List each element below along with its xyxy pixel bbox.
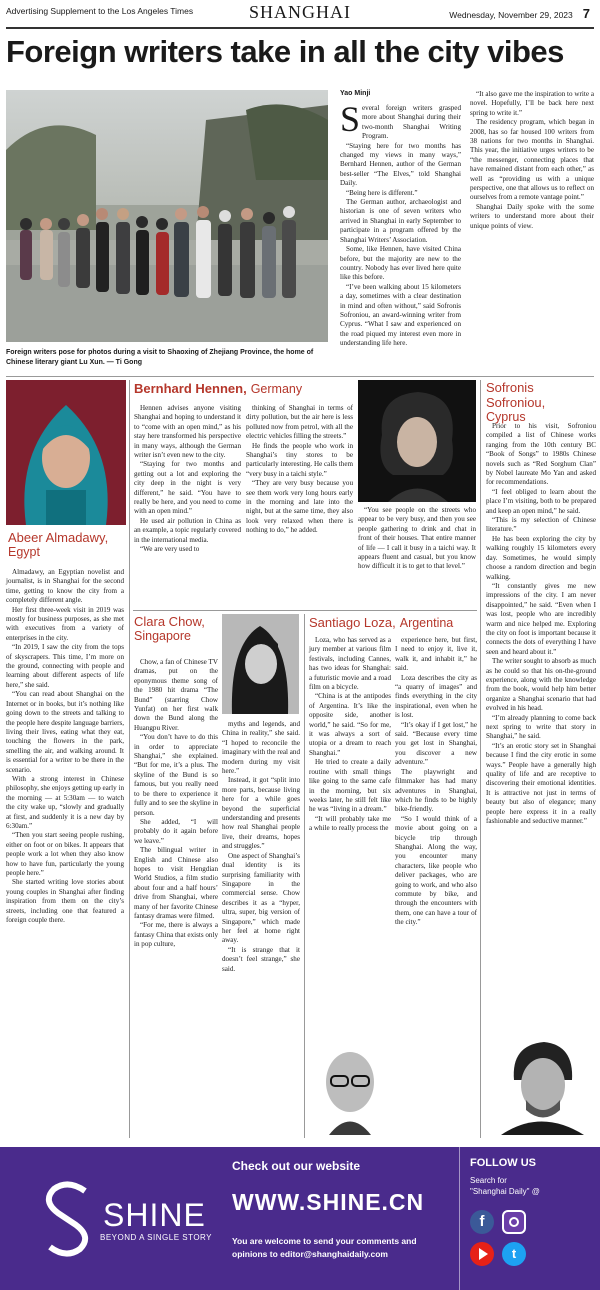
bernhard-column-3 [358,506,476,572]
writer-country: Argentina [399,616,454,630]
writer-name: Abeer Almadawy, [8,530,109,545]
article-paragraph: He finds the people who work in Shanghai’s tiny stores to be particularly interesting. He calls them “very busy in a taichi style.” [246,441,353,478]
supplement-label: Advertising Supplement to the Los Angeles Times [6,6,194,16]
writer-name: Sofronis Sofroniou, [486,380,546,410]
portrait-clara [222,614,299,714]
send-line-1: You are welcome to send your comments and [232,1236,417,1246]
article-paragraph: “For me, there is always a fantasy China that exists only in pop culture, [134,921,218,949]
article-paragraph: “In 2019, I saw the city from the tops of skyscrapers. This time, I’m more on the ground, connecting with people and learning about different aspects of life here,” she said. [6,643,124,689]
column-rule [129,380,130,1138]
headline: Foreign writers take in all the city vibes [6,34,564,69]
article-paragraph: Instead, it got “split into more parts, because living here for a while goes beyond the superficial understanding and presents how real Shanghai people live, their dreams, hopes and struggles.” [222,776,300,851]
sofronis-article [486,422,596,826]
article-paragraph: “Then you start seeing people rushing, either on foot or on bikes. It appears that people work a lot when they also know how to have fun, particularly the young people here.” [6,831,124,877]
column-rule [480,380,481,1138]
article-paragraph: Chow, a fan of Chinese TV dramas, put on the eponymous theme song of the 1980 hit drama “The Bund” (starring Chow Yunfat) on her first walk down the Bund along the Huangpu River. [134,658,218,732]
article-paragraph: myths and legends, and China in reality,” she said. “I hoped to reconcile the imaginary with the real and modern during my visit here.” [222,720,301,776]
group-photo [6,90,328,342]
search-hint [470,1175,540,1197]
intro-column-2 [470,90,594,231]
portrait-bernhard [358,380,476,502]
writer-name: Santiago Loza, [309,615,396,630]
article-paragraph: “We are very used to [140,545,200,554]
article-paragraph: “It is strange that it doesn’t feel strange,” she said. [222,945,300,973]
article-paragraph: “China is at the antipodes of Argentina. It’s like the opposite side, another world,” he said. “So for me, it was always a sort of utopia or a dream to reach Shanghai.” [309,692,391,757]
writer-country: Singapore [134,629,191,643]
shine-brand: SHINE [103,1197,206,1233]
article-paragraph: “They are very busy because you see them work very long hours early in the morning and late into the night, but at the same time, they also look very relaxed when there is nothing to do,” he added. [246,479,353,535]
intro-paragraph: The residency program, which began in 2008, has so far housed 100 writers from 38 nations for two months in Shanghai. This year, the initiative urges writers to be “the messenger, connecting places that have remained distant from each other,” as well as “providing us with a unique perspective, one that allows us to reflect on ourselves from a remote vantage point.” [470,118,594,202]
portrait-abeer [6,380,126,525]
intro-paragraph: “I’ve been walking about 15 kilometers a day, sometimes with a clear destination in mind and often without,” said Sofronis Sofroniou, an award-winning writer from Cyprus. “What I saw and experienced on the road piqued my interest even more in understanding life here. [340,282,461,348]
byline: Yao Minji [340,90,371,97]
article-paragraph: One aspect of Shanghai’s dual identity is its surprising familiarity with Singapore in the commercial sense. Chow describes it as a “hyper, ultra, super, big version of Singapore,” which made her feel at home right away. [222,851,300,945]
facebook-icon[interactable]: f [470,1210,494,1234]
article-paragraph: “This is my selection of Chinese literature.” [486,516,596,534]
article-paragraph: “You can read about Shanghai on the Internet or in books, but it’s nothing like going down to the streets and talking to the people here despite language barriers, living their lives, eating what they eat, touching the flowers in the park, smelling the air, and walking around. It is essential for a writer to be there in the scenario. [6,690,124,774]
abeer-article [6,568,124,925]
shine-logo-icon [40,1179,95,1259]
bernhard-column-1 [134,404,241,555]
intro-paragraph: everal foreign writers grasped more about Shanghai during their two-month Shanghai Writing Program. [362,104,461,141]
article-paragraph: experience here, but first, I need to enjoy it, live it, walk it, and inhabit it,” he said. [395,636,477,673]
article-paragraph: “I feel obliged to learn about the place I’m visiting, both to be prepared and keep an open mind,” he said. [486,487,596,515]
article-paragraph: The bilingual writer in English and Chinese also hopes to visit Hengdian World Studios, a film studio about four and a half hours’ drive from Shanghai, where many of her favorite Chinese fantasy dramas were filmed. [134,846,218,920]
writer-name: Bernhard Hennen, [134,381,247,396]
website-url[interactable]: WWW.SHINE.CN [232,1189,425,1215]
intro-paragraph: “Being here is different.” [346,188,418,197]
sofronis-heading [486,380,596,424]
shine-tagline: BEYOND A SINGLE STORY [100,1233,213,1242]
article-paragraph: “Staying for two months and getting out a lot and exploring the city deep in the night is very different,” he said. “You have to really be here, and you need to come with an open mind.” [134,460,241,516]
header-rule [6,27,594,29]
send-line-2: opinions to editor@shanghaidaily.com [232,1249,388,1259]
article-paragraph: He used air pollution in China as an example, a topic regularly covered in the international media. [134,516,241,544]
search-line-2: "Shanghai Daily" @ [470,1187,540,1196]
instagram-icon[interactable] [502,1210,526,1234]
column-rule [304,614,305,1138]
article-paragraph: “So I would think of a movie about going on a bicycle trip through Shanghai. Along the way, you encounter many characters, like people who deliver packages, who are going to work, and who also commute by bike, and through the encounters with them, one can have a tour of the city.” [395,814,477,927]
article-paragraph: “It constantly gives me new impressions of the city. I am never disappointed,” he said. “Even when I was lost, people who are incredibly warm and nice helped me. Exploring the city on foot is important because it connects the dots of everything I have seen and heard about it.” [486,581,596,656]
footer-divider [459,1147,460,1290]
bernhard-column-2 [246,404,353,536]
article-paragraph: She started writing love stories about young couples in Shanghai after finding inspiration from them on the city’s streets, including one that featured a foreign couple there. [6,878,124,925]
intro-paragraph: Shanghai Daily spoke with the some writers to understand more about their unique points of view. [470,202,594,230]
follow-us-label: FOLLOW US [470,1157,536,1169]
article-paragraph: Loza describes the city as “a quarry of images” and finds everything in the city inspirational, even when he is lost. [395,673,477,720]
article-paragraph: Hennen advises anyone visiting Shanghai and hoping to understand it to “come with an open mind,” as his stay here transformed his perspective in many ways, although the German writer isn’t even new to the city. [134,404,241,460]
writer-name: Clara Chow, [134,614,205,629]
article-paragraph: “It’s an erotic story set in Shanghai because I find the city erotic in some ways.” People have a generally high quality of life and are receptive to discovering their emotional identities. It is attractive not just in terms of beauty but also of elegance; many people here express it in a really fashionable and seductive manner.” [486,741,596,826]
intro-paragraph: “Staying here for two months has changed my views in many ways,” Bernhard Hennen, author of the German best-seller “The Elves,” told Shanghai Daily. [340,141,461,188]
article-paragraph: “It will probably take me a while to really process the [309,814,391,833]
page-number: 7 [582,6,590,21]
youtube-icon[interactable] [470,1242,494,1266]
check-website-label: Check out our website [232,1159,361,1173]
intro-paragraph: Some, like Hennen, have visited China before, but the majority are new to the country. Nobody has ever lived here quite like this before. [340,245,461,282]
section-rule [6,376,594,377]
send-comments-text [232,1235,417,1261]
article-paragraph: The playwright and filmmaker has had many adventures in Shanghai, which he finds to be highly bike-friendly. [395,767,477,814]
portrait-santiago [309,1040,391,1135]
date-text: Wednesday, November 29, 2023 [449,10,573,20]
article-paragraph: The writer sought to absorb as much as he could so that his on-the-ground experience, along with the knowledge from the book, would help him better organize a Shanghai scenario that had evolved in his head. [486,657,596,713]
shine-ad-banner [0,1147,600,1290]
intro-column-1 [340,99,461,349]
article-paragraph: Loza, who has served as a jury member at various film festivals, including Cannes, has two ideas for Shanghai: a futuristic movie and a road film on a bicycle. [309,636,391,692]
article-paragraph: He has been exploring the city by walking roughly 15 kilometers every day. Sometimes, he would simply choose a random direction and begin walking. [486,534,596,581]
intro-paragraph: The German author, archaeologist and historian is one of seven writers who arrived in Shanghai in early September to participate in a program offered by the Shanghai Writers’ Association. [340,198,461,244]
article-paragraph: Prior to his visit, Sofroniou compiled a list of Chinese works ranging from the 10th century BC “Book of Songs” to 1980s Chinese novels such as “Red Sorghum Clan” by Nobel laureate Mo Yan and asked for recommendations. [486,422,596,487]
clara-column-2 [222,720,300,974]
writer-country: Egypt [8,545,40,559]
abeer-heading [8,530,126,559]
header-date [449,6,590,21]
article-paragraph: Almadawy, an Egyptian novelist and journalist, is in Shanghai for the second time, getting to know the city from a completely different angle. [6,568,124,605]
twitter-icon[interactable]: t [502,1242,526,1266]
clara-heading [134,614,219,643]
article-paragraph: “I’m already planning to come back next spring to write that story in Shanghai,” he said. [486,713,596,741]
article-paragraph: “You don’t have to do this in order to appreciate Shanghai,” she explained. “But for me, it’s a plus. The skyline of the Bund is so famous, but you really need to be there to experience it fully and to see the skyline in person. [134,733,218,817]
article-paragraph: With a strong interest in Chinese philosophy, she enjoys getting up early in the morning — at 5:30am — to watch the city wake up, “slowly and gradually at first, and suddenly it is a new day by 6:30am.” [6,774,124,830]
section-title: SHANGHAI [249,2,351,22]
article-paragraph: Her first three-week visit in 2019 was mostly for business purposes, as she met with executives from a variety of enterprises in the city. [6,605,124,642]
article-paragraph: “It’s okay if I get lost,” he said. “Because every time you get lost in Shanghai, you discover a new adventure.” [395,720,477,767]
article-paragraph: “You see people on the streets who appear to be very busy, and then you see people gathering to drink and chat in front of their houses. That entire manner of life — I call it busy in a taichi way. It appears fluent and casual, but you know how difficult it is to get to that level.” [358,506,476,571]
writer-country: Cyprus [486,410,526,424]
writer-country: Germany [250,382,303,396]
article-paragraph: thinking of Shanghai in terms of dirty pollution, but the air here is less polluted now from petrol, with all the electric vehicles filling the streets.” [246,404,353,441]
intro-paragraph: “It also gave me the inspiration to write a novel. Hopefully, I’ll be back here next spring to write it.” [470,90,594,117]
santiago-heading [309,614,479,632]
photo-caption: Foreign writers pose for photos during a visit to Shaoxing of Zhejiang Province, the home of Chinese literary giant Lu Xun. — Ti Gong [6,349,314,366]
clara-column-1 [134,658,218,950]
santiago-column-2 [395,636,477,928]
search-line-1: Search for [470,1176,507,1185]
section-rule [133,610,477,611]
article-paragraph: He tried to create a daily routine with small things like going to the same cafe in the morning, but six weeks later, he still felt like he was “living in a dream.” [309,758,391,814]
drop-cap: S [340,99,361,139]
article-paragraph: She added, “I will probably do it again before we leave.” [134,817,218,845]
santiago-column-1 [309,636,391,834]
bernhard-heading [134,380,344,398]
portrait-sofronis [486,1030,596,1135]
